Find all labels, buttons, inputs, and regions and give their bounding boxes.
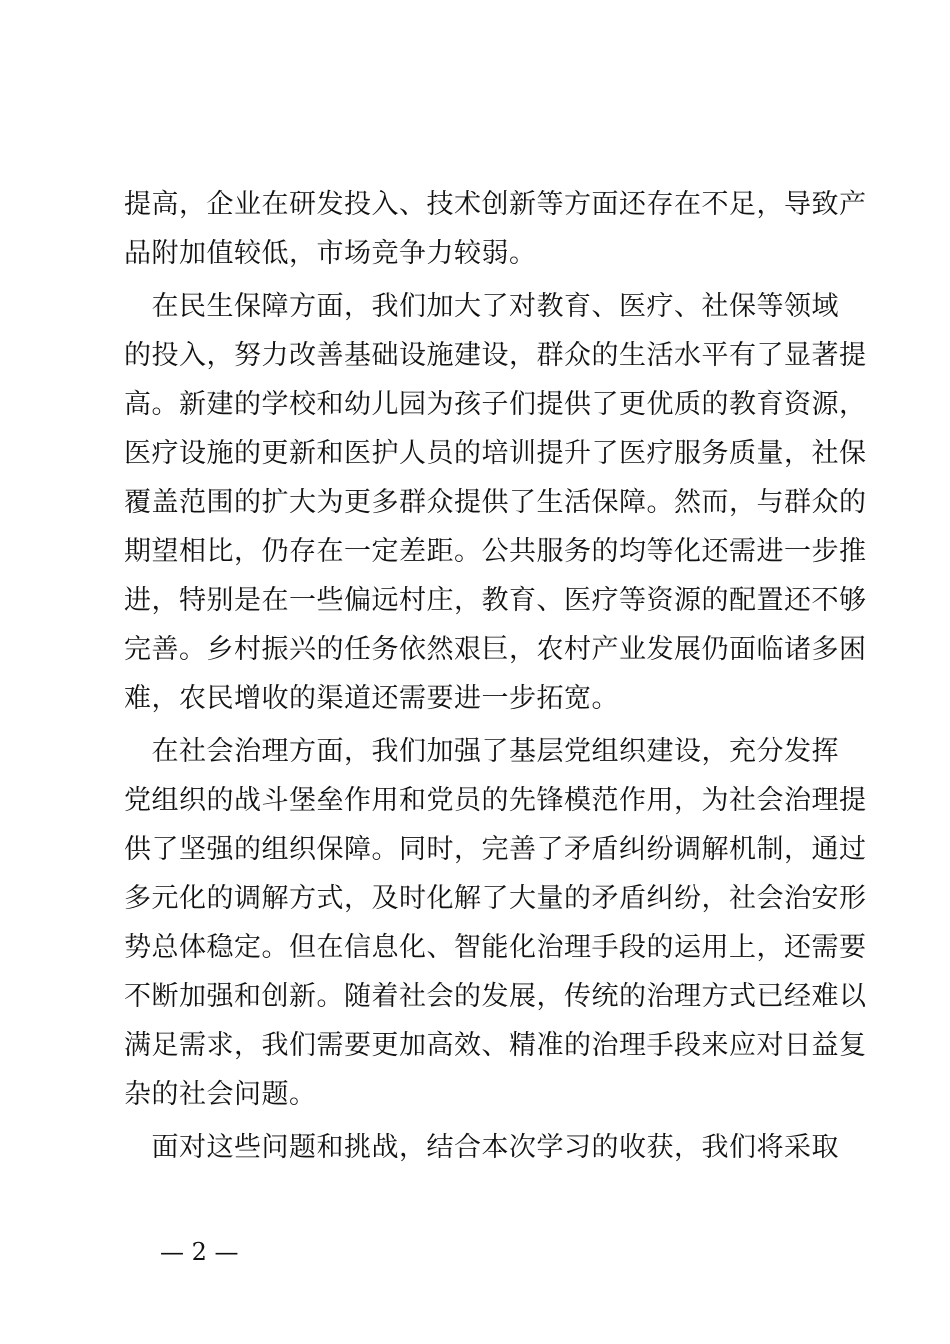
text-line: 满足需求，我们需要更加高效、精准的治理手段来应对日益复 [124,1030,867,1061]
text-line: 杂的社会问题。 [124,1079,317,1110]
text-line: 在民生保障方面，我们加大了对教育、医疗、社保等领域 [124,291,839,322]
paragraph-2 [124,282,867,723]
text-line: 提高，企业在研发投入、技术创新等方面还存在不足，导致产 [124,189,867,220]
text-line: 覆盖范围的扩大为更多群众提供了生活保障。然而，与群众的 [124,487,867,518]
text-line: 势总体稳定。但在信息化、智能化治理手段的运用上，还需要 [124,932,867,963]
paragraph-3 [124,727,867,1119]
body-text [124,180,867,1172]
text-line: 的投入，努力改善基础设施建设，群众的生活水平有了显著提 [124,340,867,371]
text-line: 高。新建的学校和幼儿园为孩子们提供了更优质的教育资源， [124,389,867,420]
page-number: — 2 — [160,1238,239,1266]
text-line: 在社会治理方面，我们加强了基层党组织建设，充分发挥 [124,736,839,767]
text-line: 供了坚强的组织保障。同时，完善了矛盾纠纷调解机制，通过 [124,834,867,865]
paragraph-1 [124,180,867,278]
text-line: 党组织的战斗堡垒作用和党员的先锋模范作用，为社会治理提 [124,785,867,816]
text-line: 难，农民增收的渠道还需要进一步拓宽。 [124,683,619,714]
text-line: 期望相比，仍存在一定差距。公共服务的均等化还需进一步推 [124,536,867,567]
text-line: 面对这些问题和挑战，结合本次学习的收获，我们将采取 [124,1132,839,1163]
text-line: 进，特别是在一些偏远村庄，教育、医疗等资源的配置还不够 [124,585,867,616]
text-line: 完善。乡村振兴的任务依然艰巨，农村产业发展仍面临诸多困 [124,634,867,665]
text-line: 医疗设施的更新和医护人员的培训提升了医疗服务质量，社保 [124,438,867,469]
paragraph-4 [124,1123,839,1172]
text-line: 不断加强和创新。随着社会的发展，传统的治理方式已经难以 [124,981,867,1012]
text-line: 品附加值较低，市场竞争力较弱。 [124,238,537,269]
text-line: 多元化的调解方式，及时化解了大量的矛盾纠纷，社会治安形 [124,883,867,914]
